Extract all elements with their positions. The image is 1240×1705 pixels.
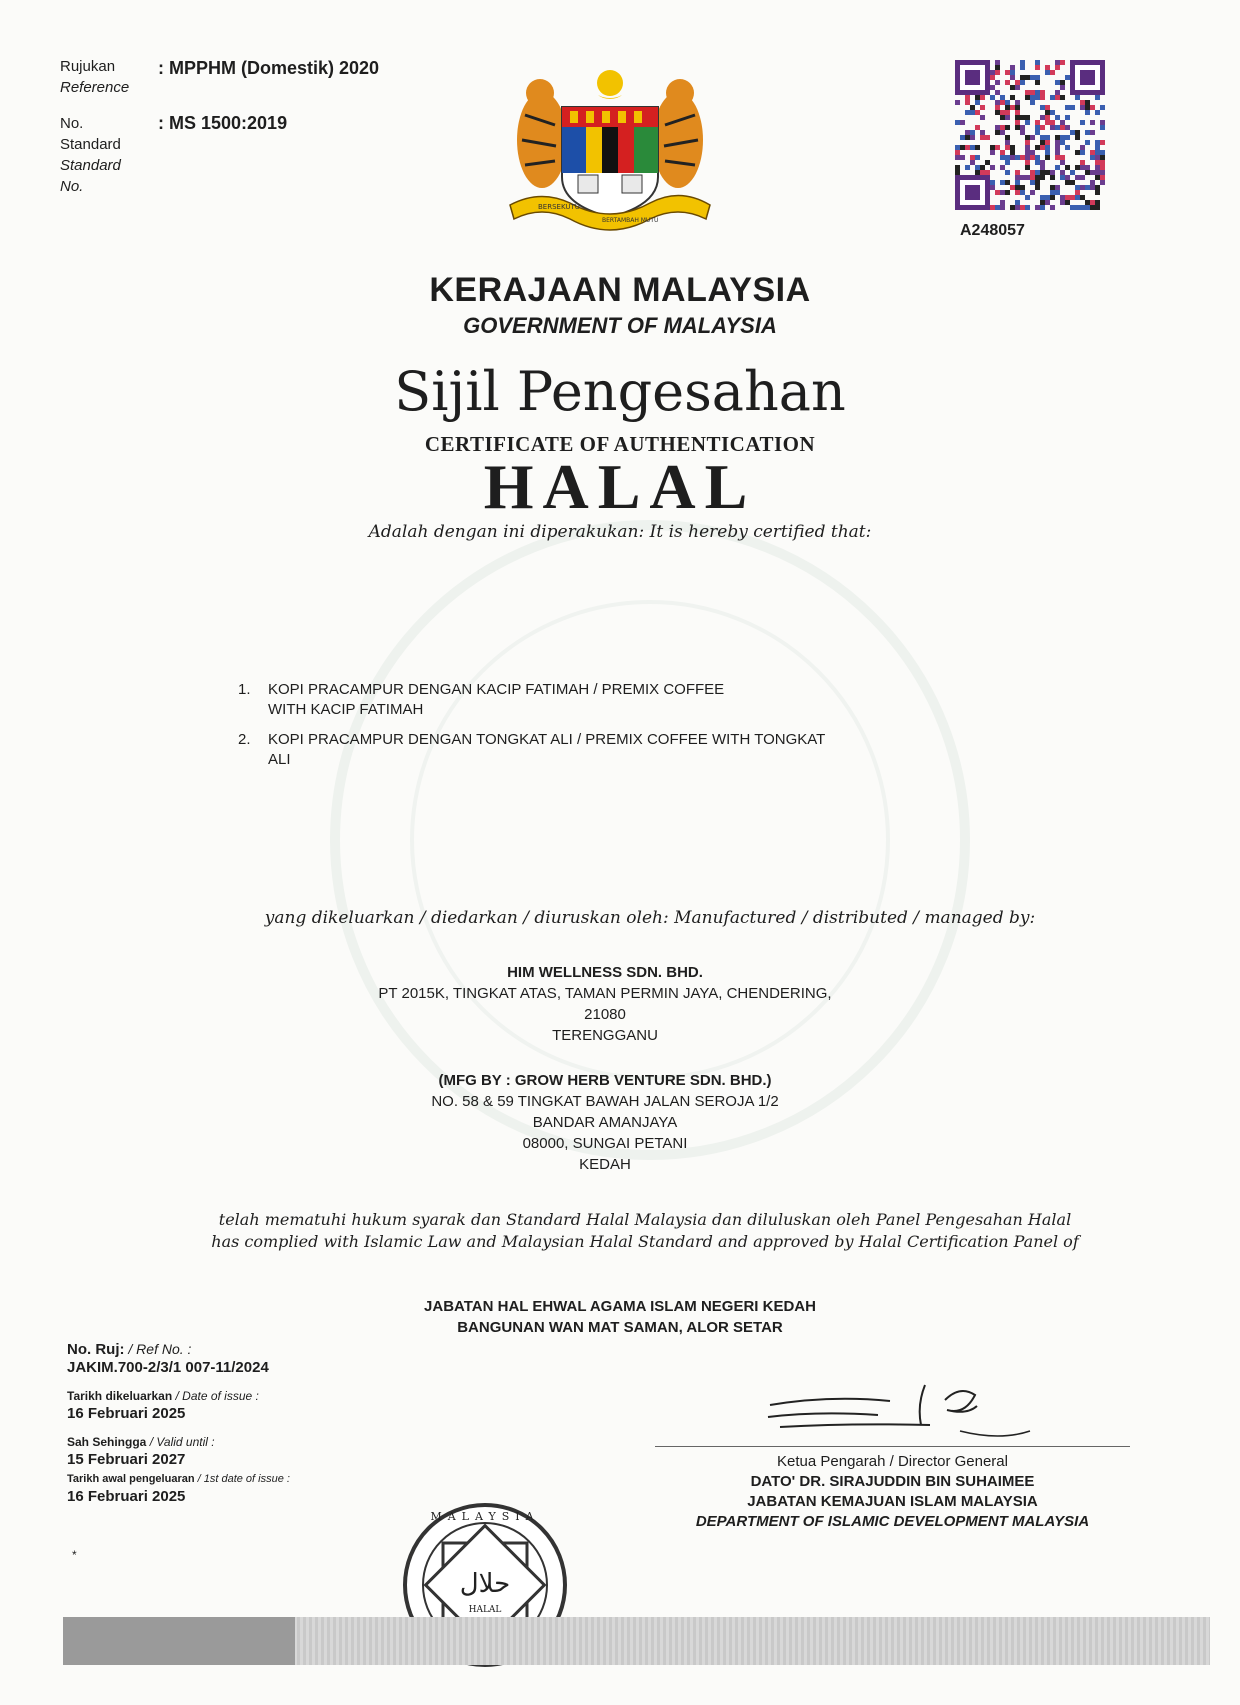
coat-of-arms-emblem [500, 55, 720, 235]
first-issue-date: 16 Februari 2025 [67, 1488, 186, 1505]
government-heading-ms: KERAJAAN MALAYSIA [429, 271, 811, 309]
halal-arabic-text: حلال [459, 1569, 511, 1599]
government-heading-en: GOVERNMENT OF MALAYSIA [463, 313, 777, 338]
signatory-block [655, 1452, 1130, 1532]
product-item: KOPI PRACAMPUR DENGAN TONGKAT ALI / PREMIX COFFEE WITH TONGKAT ALI [268, 731, 826, 768]
motto-left: BERSEKUTU [538, 203, 580, 211]
qr-code[interactable] [955, 60, 1105, 210]
company-block [0, 962, 1210, 1046]
manufactured-statement: yang dikeluarkan / diedarkan / diuruskan oleh: Manufactured / distributed / managed by: [264, 908, 1036, 928]
certified-statement: Adalah dengan ini diperakukan: It is hereby certified that: [368, 522, 872, 542]
manufacturer-block [0, 1070, 1210, 1175]
standard-value: : MS 1500:2019 [158, 113, 288, 133]
security-strip-dark [63, 1617, 295, 1665]
manufacturer-address: NO. 58 & 59 TINGKAT BAWAH JALAN SEROJA 1/2 [431, 1093, 779, 1110]
compliance-statement-en: has complied with Islamic Law and Malaysian Halal Standard and approved by Halal Certification Panel of [211, 1232, 1079, 1251]
motto-right: BERTAMBAH MUTU [602, 217, 659, 224]
manufacturer-address: 08000, SUNGAI PETANI [522, 1135, 688, 1152]
signature-line [655, 1446, 1130, 1447]
authority-name: JABATAN HAL EHWAL AGAMA ISLAM NEGERI KEDAH [424, 1298, 816, 1315]
certificate-title-en: CERTIFICATE OF AUTHENTICATION [424, 432, 816, 456]
signatory-title: Ketua Pengarah / Director General [777, 1453, 1008, 1470]
serial-number: A248057 [960, 222, 1025, 239]
asterisk-mark: * [72, 1548, 77, 1562]
director-signature [760, 1365, 1050, 1450]
company-address: 21080 [584, 1006, 626, 1023]
company-name: HIM WELLNESS SDN. BHD. [507, 964, 703, 981]
reference-value: : MPPHM (Domestik) 2020 [158, 58, 380, 78]
product-number: 1. [238, 681, 251, 698]
manufacturer-address: BANDAR AMANJAYA [532, 1114, 678, 1131]
halal-logo-label: HALAL [468, 1605, 502, 1615]
manufacturer-name: (MFG BY : GROW HERB VENTURE SDN. BHD.) [438, 1072, 772, 1089]
signatory-name: DATO' DR. SIRAJUDDIN BIN SUHAIMEE [750, 1473, 1035, 1490]
authority-block [0, 1296, 1240, 1338]
halal-title: HALAL [483, 451, 757, 522]
valid-until-date: 15 Februari 2027 [67, 1451, 186, 1468]
reference-label: Rujukan Reference [60, 58, 130, 96]
authority-address: BANGUNAN WAN MAT SAMAN, ALOR SETAR [457, 1319, 783, 1336]
product-number: 2. [238, 731, 251, 748]
product-item: KOPI PRACAMPUR DENGAN KACIP FATIMAH / PREMIX COFFEE WITH KACIP FATIMAH [268, 681, 725, 718]
ref-number: JAKIM.700-2/3/1 007-11/2024 [67, 1359, 269, 1376]
issue-date: 16 Februari 2025 [67, 1405, 186, 1422]
manufacturer-address: KEDAH [579, 1156, 631, 1173]
certificate-meta: No. Ruj: / Ref No. : JAKIM.700-2/3/1 007-11/2024 Tarikh dikeluarkan / Date of issue : 16 Februari 2025 Sah Sehingga / Valid until : 15 Februari 2027 Tarikh awal pengeluaran / 1st date of issue : 16 Februari 2025 [67, 1341, 290, 1505]
compliance-statement-ms: telah mematuhi hukum syarak dan Standard Halal Malaysia dan diluluskan oleh Panel Pengesahan Halal [218, 1210, 1072, 1229]
standard-label: No. Standard Standard No. [60, 115, 121, 195]
halal-ring-text: MALAYSIA [430, 1510, 540, 1523]
signatory-department-en: DEPARTMENT OF ISLAMIC DEVELOPMENT MALAYSIA [695, 1513, 1090, 1530]
company-address: PT 2015K, TINGKAT ATAS, TAMAN PERMIN JAYA, CHENDERING, [378, 985, 832, 1002]
signatory-department: JABATAN KEMAJUAN ISLAM MALAYSIA [747, 1493, 1038, 1510]
company-address: TERENGGANU [552, 1027, 658, 1044]
certificate-title-ms: Sijil Pengesahan [394, 360, 846, 423]
